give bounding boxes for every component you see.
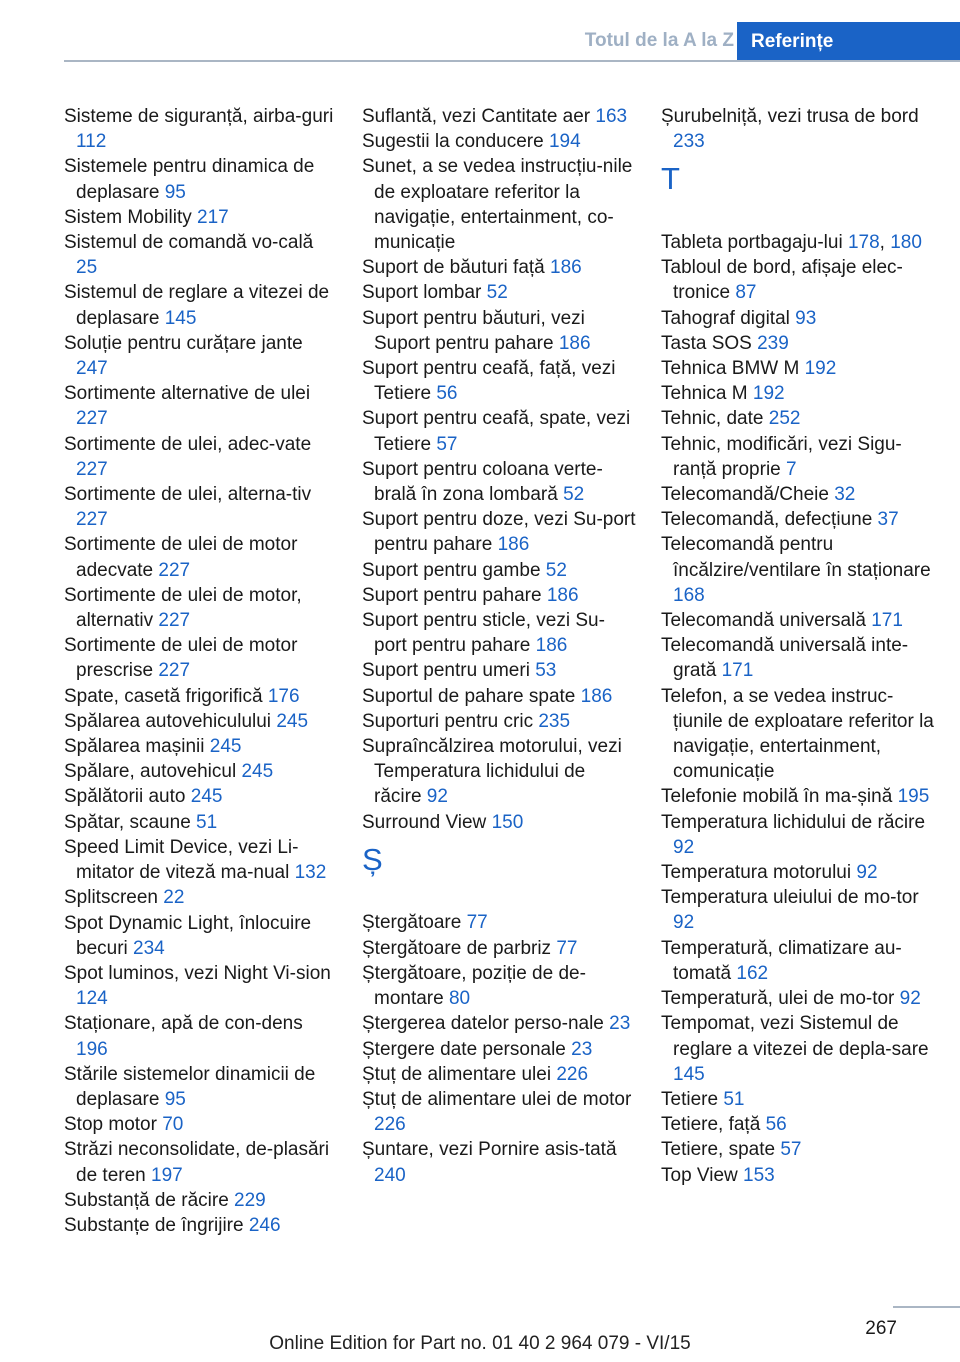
entry-term: Tehnica BMW M <box>661 358 805 380</box>
index-entry <box>661 986 936 1011</box>
entry-term: Sortimente de ulei, alterna-tiv <box>64 484 312 506</box>
page-link[interactable]: 217 <box>197 206 229 228</box>
page-link[interactable]: 234 <box>133 937 165 959</box>
index-entry <box>661 406 936 431</box>
entry-term: Tableta portbagaju-lui <box>661 232 848 253</box>
index-entry <box>362 1037 637 1062</box>
index-entry <box>661 633 936 683</box>
page-link[interactable]: 226 <box>556 1063 589 1085</box>
entry-term: Sugestii la conducere <box>362 131 549 153</box>
page-link[interactable]: 227 <box>76 458 108 480</box>
page-link[interactable]: 22 <box>163 887 185 909</box>
index-entry <box>661 482 936 507</box>
entry-term: Sistemele pentru dinamica de deplasare <box>64 156 315 203</box>
entry-term: Telecomandă universală <box>661 610 872 632</box>
page-link[interactable]: 245 <box>276 710 309 732</box>
index-entry <box>661 860 936 885</box>
entry-term: Ștergerea datelor perso-nale <box>362 1013 610 1035</box>
index-entry <box>362 734 637 810</box>
page-link[interactable]: 52 <box>486 282 508 304</box>
page-link[interactable]: 51 <box>196 811 218 833</box>
page-number: 267 <box>865 1318 897 1339</box>
page-link[interactable]: 56 <box>436 383 458 405</box>
entry-term: Sortimente de ulei, adec-vate <box>64 433 312 455</box>
entry-term: Temperatură, ulei de mo-tor <box>661 988 900 1010</box>
page-link[interactable]: 145 <box>673 1063 705 1085</box>
page-link[interactable]: 92 <box>856 862 878 884</box>
page-link[interactable]: 227 <box>76 509 108 531</box>
index-entry <box>64 230 339 280</box>
entry-term: Tehnic, date <box>661 408 769 430</box>
page-link[interactable]: 80 <box>448 988 471 1010</box>
page-link[interactable]: 233 <box>673 131 705 153</box>
header-divider <box>64 60 960 62</box>
page-link[interactable]: 178 <box>847 232 880 253</box>
index-entry <box>661 1011 936 1087</box>
page-link[interactable]: 23 <box>571 1038 593 1060</box>
page-link[interactable]: 192 <box>804 358 837 380</box>
entry-term: Suport de băuturi față <box>362 257 551 279</box>
index-entry <box>661 1087 936 1112</box>
index-entry <box>661 936 936 986</box>
page-link[interactable]: 195 <box>897 786 930 808</box>
entry-term: Spot Dynamic Light, înlocuire becuri <box>64 912 312 959</box>
page-link[interactable]: 37 <box>877 509 899 531</box>
entry-term: Spate, casetă frigorifică <box>64 685 268 707</box>
index-entry <box>64 885 339 910</box>
index-entry <box>661 1137 936 1162</box>
entry-term: Șurubelniță, vezi trusa de bord <box>661 106 919 127</box>
index-entry <box>362 104 637 129</box>
page-link[interactable]: 153 <box>743 1164 775 1186</box>
entry-term: Temperatură, climatizare au-tomată <box>661 937 902 984</box>
page-link[interactable]: 23 <box>609 1013 631 1035</box>
index-entry <box>64 1062 339 1112</box>
entry-term: Suport pentru umeri <box>362 660 536 682</box>
index-entry <box>64 104 339 154</box>
page-link[interactable]: 95 <box>164 1088 186 1110</box>
index-entry <box>362 961 637 1011</box>
index-entry <box>362 356 637 406</box>
entry-term: Telecomandă, defecțiune <box>661 509 878 531</box>
page-link[interactable]: 145 <box>164 307 197 329</box>
index-column-2 <box>362 104 637 1188</box>
page-link[interactable]: 25 <box>76 257 98 279</box>
page-link[interactable]: 77 <box>466 912 488 934</box>
entry-term: Suport pentru ceafă, față, vezi Tetiere <box>362 358 616 405</box>
index-entry <box>661 532 936 608</box>
page-link[interactable]: 186 <box>580 685 613 707</box>
entry-term: Ștergătoare <box>362 912 467 934</box>
index-entry <box>362 810 637 835</box>
entry-term: Tahograf digital <box>661 307 796 329</box>
index-entry <box>64 331 339 381</box>
page-link[interactable]: 171 <box>871 610 903 632</box>
index-entry <box>661 381 936 406</box>
index-column-3 <box>661 104 936 1188</box>
index-entry <box>362 558 637 583</box>
entry-term: Ștergătoare de parbriz <box>362 937 557 959</box>
entry-term: Suport pentru băuturi, vezi Suport pentru pahare <box>362 307 585 354</box>
page-link[interactable]: 245 <box>209 736 242 758</box>
page-link[interactable]: 186 <box>550 257 582 279</box>
index-entry <box>64 633 339 683</box>
index-entry <box>64 709 339 734</box>
entry-term: Temperatura lichidului de răcire <box>661 811 926 833</box>
index-entry <box>362 1011 637 1036</box>
page-link[interactable]: 226 <box>374 1114 406 1136</box>
page-link[interactable]: 52 <box>563 484 585 506</box>
footer-divider <box>893 1306 960 1308</box>
entry-term: Sortimente de ulei de motor prescrise <box>64 635 298 682</box>
entry-term: Străzi neconsolidate, de-plasări de teren <box>64 1139 330 1186</box>
index-entry <box>661 784 936 809</box>
page-link[interactable]: 176 <box>267 685 300 707</box>
entry-term: Surround View <box>362 811 492 833</box>
page-link[interactable]: 245 <box>241 761 274 783</box>
index-entry <box>362 709 637 734</box>
page-link[interactable]: 53 <box>535 660 557 682</box>
index-entry <box>64 810 339 835</box>
entry-term: Telecomandă universală inte-grată <box>661 635 909 682</box>
index-entry <box>362 684 637 709</box>
index-entry <box>64 280 339 330</box>
entry-term: Sistem Mobility <box>64 206 198 228</box>
entry-term: Suport pentru coloana verte-brală în zona lombară <box>362 458 603 506</box>
index-entry <box>362 457 637 507</box>
page-link[interactable]: 247 <box>76 358 108 380</box>
index-entry <box>362 910 637 935</box>
index-column-1 <box>64 104 339 1238</box>
index-entry <box>362 1087 637 1137</box>
index-entry <box>64 1213 339 1238</box>
page-link[interactable]: 229 <box>234 1189 266 1211</box>
index-entry <box>64 1011 339 1061</box>
page-link[interactable]: 132 <box>294 862 327 884</box>
section-letter: T <box>661 161 680 197</box>
index-entry <box>64 154 339 204</box>
entry-term: Tasta SOS <box>661 332 758 354</box>
entry-term: Supraîncălzirea motorului, vezi Temperatura lichidului de răcire <box>362 736 622 808</box>
entry-term: Suflantă, vezi Cantitate aer <box>362 106 596 127</box>
page-link[interactable]: 77 <box>556 937 578 959</box>
page-link[interactable]: 162 <box>736 962 769 984</box>
entry-term: Suport pentru sticle, vezi Su-port pentru pahare <box>362 610 605 657</box>
page-link[interactable]: 92 <box>899 988 921 1010</box>
entry-term: Spot luminos, vezi Night Vi-sion <box>64 962 331 984</box>
index-entry <box>362 658 637 683</box>
page-link[interactable]: 180 <box>890 232 922 253</box>
entry-term: Suport pentru ceafă, spate, vezi Tetiere <box>362 408 631 455</box>
index-entry <box>64 1112 339 1137</box>
page-link[interactable]: 92 <box>673 836 695 858</box>
page-link[interactable]: 92 <box>426 786 448 808</box>
page-separator: , <box>879 232 891 253</box>
index-entry <box>64 1188 339 1213</box>
entry-term: Suport lombar <box>362 282 487 304</box>
index-entry <box>362 154 637 255</box>
entry-term: Ștuț de alimentare ulei <box>362 1063 557 1085</box>
entry-term: Sistemul de reglare a vitezei de deplasare <box>64 282 330 329</box>
page-link[interactable]: 196 <box>76 1038 108 1060</box>
page-link[interactable]: 57 <box>436 433 458 455</box>
entry-term: Ștergere date personale <box>362 1038 572 1060</box>
index-entry <box>661 255 936 305</box>
entry-term: Suporturi pentru cric <box>362 710 539 732</box>
header-chapter-tab: Referințe <box>737 22 960 62</box>
page-link[interactable]: 112 <box>76 131 107 153</box>
index-entry <box>362 129 637 154</box>
page-link[interactable]: 197 <box>151 1164 183 1186</box>
page-link[interactable]: 227 <box>158 660 191 682</box>
page-link[interactable]: 168 <box>673 584 705 606</box>
page-link[interactable]: 51 <box>723 1088 745 1110</box>
page-link[interactable]: 186 <box>558 332 591 354</box>
index-entry <box>362 280 637 305</box>
entry-term: Tabloul de bord, afișaje elec-tronice <box>661 257 903 304</box>
page-link[interactable]: 235 <box>538 710 571 732</box>
page-link[interactable]: 95 <box>164 181 186 203</box>
entry-term: Soluție pentru curățare jante <box>64 332 303 354</box>
page-link[interactable]: 92 <box>673 912 695 934</box>
entry-term: Suportul de pahare spate <box>362 685 581 707</box>
entry-term: Telefon, a se vedea instruc-țiunile de exploatare referitor la navigație, entertainment, comunicație <box>661 685 934 783</box>
index-entry <box>64 835 339 885</box>
index-entry <box>661 608 936 633</box>
page-link[interactable]: 171 <box>721 660 754 682</box>
entry-term: Spălătorii auto <box>64 786 191 808</box>
page-link[interactable]: 52 <box>545 559 567 581</box>
page-link[interactable]: 93 <box>795 307 817 329</box>
entry-term: Temperatura uleiului de mo-tor <box>661 887 919 909</box>
entry-term: Tetiere <box>661 1088 724 1110</box>
index-entry <box>362 1062 637 1087</box>
entry-term: Suport pentru doze, vezi Su-port pentru pahare <box>362 509 636 556</box>
edition-footer: Online Edition for Part no. 01 40 2 964 079 - VI/15 <box>269 1333 691 1354</box>
index-entry <box>661 885 936 935</box>
index-entry <box>661 684 936 785</box>
index-entry <box>362 608 637 658</box>
index-entry <box>661 1163 936 1188</box>
page-link[interactable]: 7 <box>786 458 797 480</box>
index-entry <box>661 104 936 154</box>
index-entry <box>64 961 339 1011</box>
entry-term: Suport pentru gambe <box>362 559 546 581</box>
page-link[interactable]: 240 <box>374 1164 406 1186</box>
index-entry <box>661 230 936 255</box>
index-entry <box>64 205 339 230</box>
index-entry <box>64 381 339 431</box>
index-entry <box>661 1112 936 1137</box>
entry-term: Tehnica M <box>661 383 753 405</box>
page-link[interactable]: 150 <box>491 811 524 833</box>
page-link[interactable]: 246 <box>248 1214 281 1236</box>
entry-term: Sortimente alternative de ulei <box>64 383 311 405</box>
page-link[interactable]: 245 <box>190 786 223 808</box>
index-entry <box>64 1137 339 1187</box>
entry-term: Suport pentru pahare <box>362 584 547 606</box>
index-entry <box>362 406 637 456</box>
page-link[interactable]: 192 <box>752 383 785 405</box>
entry-term: Splitscreen <box>64 887 164 909</box>
section-letter: Ș <box>362 841 383 877</box>
entry-term: Ștergătoare, poziție de de-montare <box>362 962 586 1010</box>
entry-term: Substanțe de îngrijire <box>64 1214 249 1236</box>
page-link[interactable]: 186 <box>497 534 530 556</box>
index-entry <box>362 1137 637 1187</box>
page-link[interactable]: 239 <box>757 332 789 354</box>
index-entry <box>661 810 936 860</box>
entry-term: Top View <box>661 1164 744 1186</box>
entry-term: Telecomandă/Cheie <box>661 484 835 506</box>
page-link[interactable]: 163 <box>595 106 628 127</box>
page-link[interactable]: 57 <box>780 1139 802 1161</box>
index-entry <box>661 306 936 331</box>
index-entry <box>64 911 339 961</box>
index-entry <box>661 432 936 482</box>
index-entry <box>362 306 637 356</box>
page-link[interactable]: 56 <box>765 1114 787 1136</box>
index-entry <box>64 532 339 582</box>
entry-term: Tetiere, spate <box>661 1139 781 1161</box>
index-entry <box>362 936 637 961</box>
index-entry <box>64 759 339 784</box>
index-entry <box>64 583 339 633</box>
page-link[interactable]: 32 <box>834 484 856 506</box>
header-section-title: Totul de la A la Z <box>584 30 734 51</box>
entry-term: Speed Limit Device, vezi Li-mitator de viteză ma-nual <box>64 836 299 884</box>
entry-term: Stop motor <box>64 1114 163 1136</box>
entry-term: Tempomat, vezi Sistemul de reglare a vitezei de depla-sare <box>661 1013 929 1060</box>
entry-term: Ștuț de alimentare ulei de motor <box>362 1088 632 1110</box>
index-entry <box>661 356 936 381</box>
entry-term: Telecomandă pentru încălzire/ventilare în staționare <box>661 534 931 581</box>
entry-term: Spătar, scaune <box>64 811 197 833</box>
index-entry <box>64 684 339 709</box>
entry-term: Sortimente de ulei de motor adecvate <box>64 534 298 581</box>
page-link[interactable]: 70 <box>162 1114 184 1136</box>
entry-term: Sistemul de comandă vo-cală <box>64 232 314 254</box>
entry-term: Spălare, autovehicul <box>64 761 242 783</box>
entry-term: Temperatura motorului <box>661 862 857 884</box>
index-entry <box>661 331 936 356</box>
entry-term: Substanță de răcire <box>64 1189 235 1211</box>
index-entry <box>661 507 936 532</box>
index-entry <box>362 507 637 557</box>
entry-term: Telefonie mobilă în ma-șină <box>661 786 898 808</box>
page-link[interactable]: 227 <box>158 610 191 632</box>
page-link[interactable]: 252 <box>768 408 801 430</box>
entry-term: Spălarea autovehiculului <box>64 710 277 732</box>
entry-term: Tetiere, față <box>661 1114 766 1136</box>
page-link[interactable]: 227 <box>158 559 191 581</box>
entry-term: Tehnic, modificări, vezi Sigu-ranță proprie <box>661 433 902 480</box>
entry-term: Sisteme de siguranță, airba-guri <box>64 106 334 127</box>
entry-term: Spălarea mașinii <box>64 736 210 758</box>
index-entry <box>64 784 339 809</box>
index-entry <box>362 583 637 608</box>
page-link[interactable]: 186 <box>546 584 579 606</box>
entry-term: Șuntare, vezi Pornire asis-tată <box>362 1139 617 1161</box>
entry-term: Stările sistemelor dinamicii de deplasare <box>64 1063 316 1110</box>
index-entry <box>64 432 339 482</box>
entry-term: Sortimente de ulei de motor, alternativ <box>64 584 302 632</box>
entry-term: Sunet, a se vedea instrucțiu-nile de exploatare referitor la navigație, entertainment, co-municație <box>362 156 633 254</box>
index-entry <box>64 734 339 759</box>
page-link[interactable]: 194 <box>548 131 581 153</box>
index-entry <box>362 255 637 280</box>
page-link[interactable]: 124 <box>76 988 108 1010</box>
entry-term: Staționare, apă de con-dens <box>64 1013 303 1035</box>
index-entry <box>64 482 339 532</box>
page-link[interactable]: 87 <box>735 282 757 304</box>
page-link[interactable]: 186 <box>535 635 568 657</box>
page-link[interactable]: 227 <box>76 408 108 430</box>
